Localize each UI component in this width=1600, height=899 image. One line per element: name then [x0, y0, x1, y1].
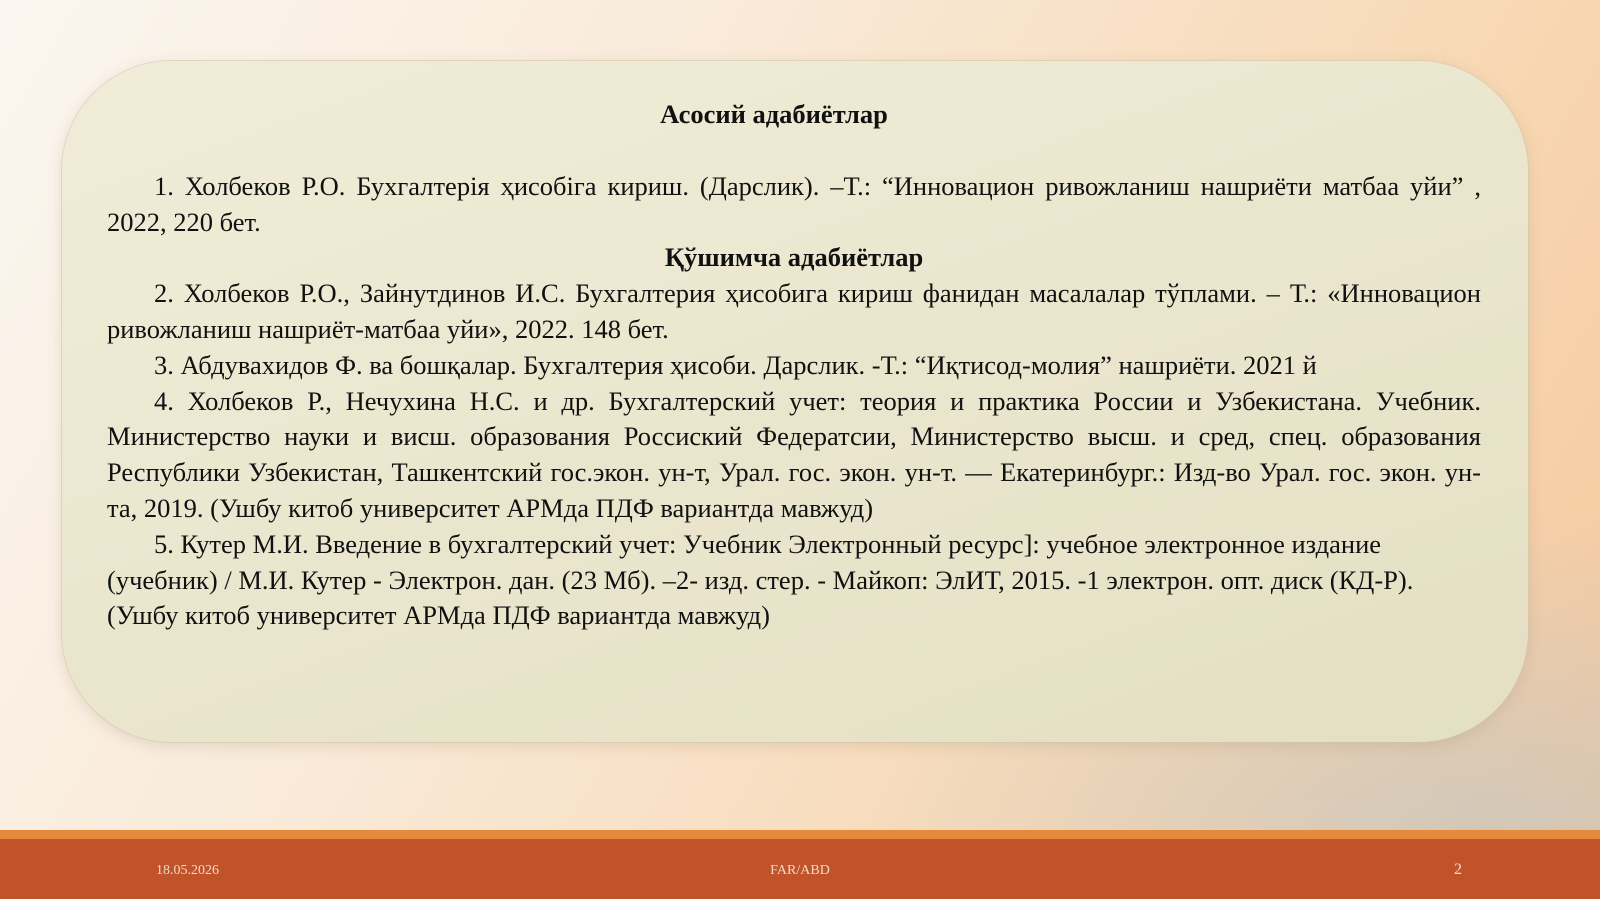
- reference-item-2: 2. Холбеков Р.О., Зайнутдинов И.С. Бухгалтерия ҳисобига кириш фанидан масалалар тўплами. – Т.: «Инновацион ривожланиш нашриёт-матбаа уйи», 2022. 148 бет.: [107, 278, 1481, 344]
- footer-date: 18.05.2026: [156, 863, 219, 878]
- footer-label: FAR/ABD: [770, 863, 830, 878]
- footer-bar: [0, 839, 1600, 899]
- reference-item-5: 5. Кутер М.И. Введение в бухгалтерский учет: Учебник Электронный ресурс]: учебное электронное издание (учебник) / М.И. Кутер - Электрон. дан. (23 Мб). –2- изд. стер. - Майкоп: ЭлИТ, 2015. -1 электрон. опт. диск (КД-Р). (Ушбу китоб университет АРМда ПДФ вариантда мавжуд): [107, 528, 1414, 631]
- main-literature-heading: Асосий адабиётлар: [660, 99, 888, 129]
- footer-accent-line: [0, 830, 1600, 839]
- page-number: 2: [1454, 861, 1462, 878]
- reference-item-3: 3. Абдувахидов Ф. ва бошқалар. Бухгалтерия ҳисоби. Дарслик. -Т.: “Иқтисод-молия” нашриёти. 2021 й: [154, 349, 1317, 380]
- slide-content: [107, 97, 1481, 634]
- reference-item-4: 4. Холбеков Р., Нечухина Н.С. и др. Бухгалтерский учет: теория и практика России и Узбекистана. Учебник. Министерство науки и висш. образования Россиский Федератсии, Министерство высш. и сред, спец. образования Республики Узбекистан, Ташкентский гос.экон. ун-т, Урал. гос. экон. ун-т. — Екатеринбург.: Изд-во Урал. гос. экон. ун-та, 2019. (Ушбу китоб университет АРМда ПДФ вариантда мавжуд): [107, 385, 1481, 523]
- additional-literature-heading: Қўшимча адабиётлар: [664, 242, 924, 273]
- reference-item-1: 1. Холбеков Р.О. Бухгалтерія ҳисобіга кириш. (Дарслик). –Т.: “Инновацион ривожланиш нашриёти матбаа уйи” , 2022, 220 бет.: [107, 170, 1481, 237]
